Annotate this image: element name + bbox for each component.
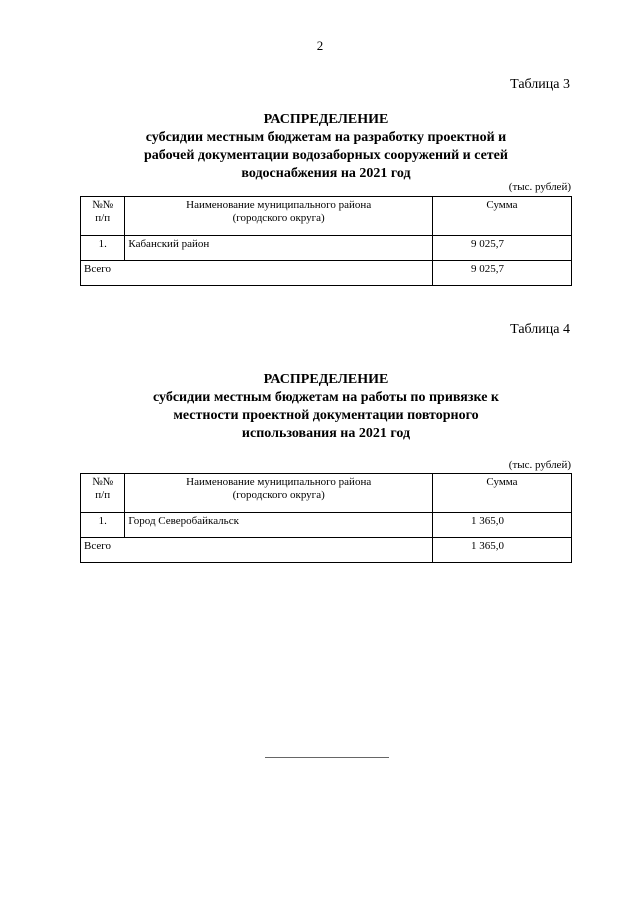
total-sum: 1 365,0: [433, 538, 572, 563]
table-3-subtitle-line: субсидии местным бюджетам на разработку проектной и: [145, 130, 507, 145]
row-name: Кабанский район: [125, 236, 433, 261]
header-sum: Сумма: [433, 474, 572, 513]
row-sum: 1 365,0: [433, 513, 572, 538]
row-num: 1.: [81, 513, 125, 538]
table-header-row: [81, 197, 572, 236]
footer-divider: [265, 757, 389, 758]
total-label: Всего: [81, 538, 433, 563]
table-4-subtitle-line: использования на 2021 год: [241, 426, 411, 441]
row-sum: 9 025,7: [432, 236, 571, 261]
table-total-row: [81, 538, 572, 563]
table-4-heading: [80, 371, 572, 443]
total-sum: 9 025,7: [432, 261, 571, 286]
table-3-title: РАСПРЕДЕЛЕНИЕ: [263, 112, 389, 127]
header-sum: Сумма: [432, 197, 571, 236]
table-row: [81, 513, 572, 538]
table-3: [80, 196, 572, 286]
page-number: 2: [316, 38, 324, 53]
table-4-subtitle-line: местности проектной документации повторного: [173, 408, 479, 423]
header-name: Наименование муниципального района (городского округа): [125, 474, 433, 513]
table-3-heading: [80, 111, 572, 183]
table-3-subtitle-line: рабочей документации водозаборных сооружений и сетей: [144, 148, 508, 163]
total-label: Всего: [81, 261, 433, 286]
table-4-units: (тыс. рублей): [508, 459, 571, 471]
table-4-label: Таблица 4: [510, 322, 570, 337]
table-header-row: [81, 474, 572, 513]
table-row: [81, 236, 572, 261]
table-total-row: [81, 261, 572, 286]
row-name: Город Северобайкальск: [125, 513, 433, 538]
header-num: №№ п/п: [81, 197, 125, 236]
table-3-label: Таблица 3: [510, 77, 570, 92]
header-num: №№ п/п: [81, 474, 125, 513]
table-3-subtitle-line: водоснабжения на 2021 год: [241, 166, 411, 181]
table-3-units: (тыс. рублей): [508, 181, 571, 193]
table-4-title: РАСПРЕДЕЛЕНИЕ: [263, 372, 389, 387]
header-name: Наименование муниципального района (городского округа): [125, 197, 433, 236]
row-num: 1.: [81, 236, 125, 261]
table-4: [80, 473, 572, 563]
table-4-subtitle-line: субсидии местным бюджетам на работы по привязке к: [153, 390, 499, 405]
